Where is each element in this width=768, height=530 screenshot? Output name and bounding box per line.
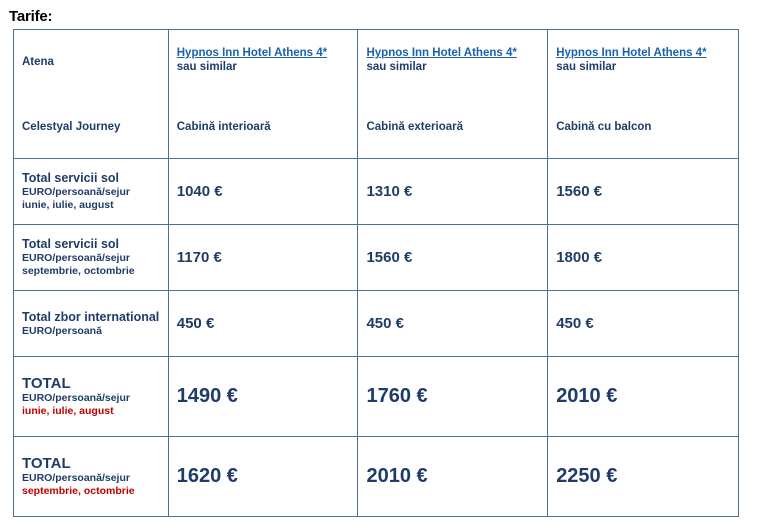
price-cell [168, 291, 358, 357]
row-label-cell [14, 159, 169, 225]
total-price-value: 2010 € [556, 385, 618, 407]
row-period: iunie, iulie, august [22, 405, 114, 417]
price-cell [548, 357, 739, 437]
row-unit: EURO/persoană/sejur [22, 252, 130, 264]
table-row-total [14, 357, 739, 437]
header-cell-balcony [548, 30, 739, 159]
total-price-value: 2250 € [556, 465, 618, 487]
price-value: 450 € [556, 314, 594, 332]
table-row [14, 291, 739, 357]
row-unit: EURO/persoană/sejur [22, 186, 130, 198]
row-unit: EURO/persoană [22, 324, 102, 337]
row-label-cell [14, 291, 169, 357]
page-heading: Tarife: [9, 8, 53, 25]
total-price-value: 1760 € [366, 385, 428, 407]
hotel-link[interactable]: Hypnos Inn Hotel Athens 4* [556, 47, 707, 59]
table-row-total [14, 437, 739, 517]
cabin-type-label: Cabină interioară [176, 121, 271, 133]
price-value: 1560 € [556, 182, 603, 200]
row-title: Total servicii sol [22, 237, 120, 251]
price-cell [548, 437, 739, 517]
row-unit: EURO/persoană/sejur [22, 472, 130, 484]
row-unit: EURO/persoană/sejur [22, 392, 130, 404]
row-period: septembrie, octombrie [22, 265, 135, 277]
price-value: 450 € [176, 314, 215, 332]
hotel-link[interactable]: Hypnos Inn Hotel Athens 4* [176, 47, 328, 59]
cabin-type-label: Cabină cu balcon [556, 121, 652, 133]
cabin-type-label: Cabină exterioară [366, 121, 463, 133]
price-cell [548, 159, 739, 225]
price-cell [168, 159, 358, 225]
row-title: TOTAL [22, 455, 71, 472]
hotel-similar-note: sau similar [176, 61, 237, 73]
table-header-row [14, 30, 739, 159]
hotel-similar-note: sau similar [556, 61, 617, 73]
total-price-value: 2010 € [366, 465, 428, 487]
price-cell [168, 225, 358, 291]
hotel-similar-note: sau similar [366, 61, 427, 73]
price-table [13, 29, 739, 517]
header-label-cell [14, 30, 169, 159]
price-cell [548, 225, 739, 291]
total-price-value: 1620 € [176, 465, 238, 487]
price-cell [168, 437, 358, 517]
row-label-cell [14, 225, 169, 291]
price-cell [358, 159, 548, 225]
row-period: septembrie, octombrie [22, 485, 135, 497]
city-label: Atena [22, 56, 54, 68]
table-row [14, 225, 739, 291]
row-title: Total servicii sol [22, 171, 120, 185]
price-value: 1040 € [176, 182, 223, 200]
cruise-label: Celestyal Journey [22, 121, 121, 133]
header-cell-exterior [358, 30, 548, 159]
row-label-cell [14, 357, 169, 437]
price-value: 1170 € [176, 248, 222, 266]
price-value: 1310 € [366, 182, 413, 200]
row-title: Total zbor international [22, 309, 160, 324]
price-cell [358, 357, 548, 437]
price-cell [168, 357, 358, 437]
price-cell [358, 291, 548, 357]
price-cell [358, 225, 548, 291]
hotel-link[interactable]: Hypnos Inn Hotel Athens 4* [366, 47, 517, 59]
row-title: TOTAL [22, 375, 71, 392]
price-cell [358, 437, 548, 517]
row-label-cell [14, 437, 169, 517]
total-price-value: 1490 € [176, 385, 238, 407]
header-cell-interior [168, 30, 358, 159]
price-value: 450 € [366, 314, 405, 332]
row-period: iunie, iulie, august [22, 199, 114, 211]
table-row [14, 159, 739, 225]
price-value: 1560 € [366, 248, 413, 266]
price-cell [548, 291, 739, 357]
price-value: 1800 € [556, 248, 603, 266]
